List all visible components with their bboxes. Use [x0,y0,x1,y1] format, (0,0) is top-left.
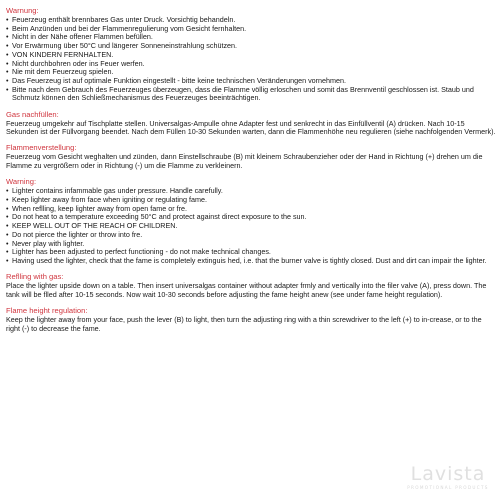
list-item: • Beim Anzünden und bei der Flammenregulierung vom Gesicht fernhalten. [6,25,496,34]
list-item: • Having used the lighter, check that the fame is completely extinguis hed, i.e. that the burner valve is tightly closed. Dust and dirt can impair the lighter. [6,257,496,266]
lavista-logo [406,464,490,490]
section-heading: Flammenverstellung: [6,143,77,153]
list-item: • KEEP WELL OUT OF THE REACH OF CHILDREN. [6,222,496,231]
list-item: • Nicht in der Nähe offener Flammen befüllen. [6,33,496,42]
section-heading: Reflling with gas: [6,272,64,282]
section-heading: Warnung: [6,6,39,15]
list-item: • VON KINDERN FERNHALTEN. [6,51,496,60]
list-item: • Lighter has been adjusted to perfect functioning - do not make technical changes. [6,248,496,257]
section-paragraph: Place the lighter upside down on a table. Then insert universalgas container without adapter frmly and vertically into the filer valve (A), press down. The tank will be flled after 10-15 seconds. Now wait 10-30 seconds before adjusting the fame height anew (see under fame height regulation). [6,281,487,299]
section-flame-en [6,306,496,333]
list-item: • Keep lighter away from face when igniting or regulating fame. [6,196,496,205]
section-refill-en [6,272,496,299]
list-item: • Das Feuerzeug ist auf optimale Funktion eingestellt - bitte keine technischen Veränderungen vornehmen. [6,77,496,86]
list-item: • Do not heat to a temperature exceeding 50°C and protect against direct exposure to the sun. [6,213,496,222]
section-warning-de [6,6,496,103]
section-heading: Warning: [6,177,37,187]
list-item: • Never play with lighter. [6,240,496,249]
list-item: • Nicht durchbohren oder ins Feuer werfen. [6,60,496,69]
bullet-list [6,187,496,265]
list-item: • Lighter contains infammable gas under pressure. Handle carefully. [6,187,496,196]
instruction-document [6,6,496,340]
section-heading: Gas nachfüllen: [6,109,59,119]
logo-tagline: PROMOTIONAL PRODUCTS [407,485,489,490]
list-item: • Do not pierce the lighter or throw into fre. [6,231,496,240]
list-item: • Bitte nach dem Gebrauch des Feuerzeuges überzeugen, dass die Flamme völlig erloschen und somit das Brennventil geschlossen ist. Staub und Schmutz können den Schließmechanismus des Feuerzeuges beeinträchtigen. [6,86,496,103]
section-paragraph: Feuerzeug umgekehr auf Tischplatte stellen. Universalgas-Ampulle ohne Adapter fest und senkrecht in das Einfüllventil (A) drücken. Nach 10-15 Sekunden ist der Füllvorgang beendet. Nach dem Füllen 10-30 Sekunden warten, dann die Flammenhöhe neu regulieren (siehe nachfolgenden Vermerk). [6,118,496,137]
bullet-list [6,16,496,103]
list-item: • Feuerzeug enthält brennbares Gas unter Druck. Vorsichtig behandeln. [6,16,496,25]
logo-name: Lavista [410,463,486,485]
list-item: • When reflling, keep lighter away from open fame or fre. [6,205,496,214]
section-warning-en [6,177,496,265]
section-paragraph: Feuerzeug vom Gesicht weghalten und zünden, dann Einstellschraube (B) mit kleinem Schraubenzieher oder der Hand in Richtung (+) drehen um die Flamme zu vergrößern oder in Richtung (-) um die Flamme zu verkleinern. [6,152,483,171]
list-item: • Vor Erwärmung über 50°C und längerer Sonneneinstrahlung schützen. [6,42,496,51]
section-refill-de [6,110,496,137]
list-item: • Nie mit dem Feuerzeug spielen. [6,68,496,77]
section-flame-de [6,143,496,170]
section-heading: Flame height regulation: [6,306,88,316]
section-paragraph: Keep the lighter away from your face, push the lever (B) to light, then turn the adjusting ring with a thin screwdriver to the left (+) to in-crease, or to the right (-) to decrease the fame. [6,315,482,333]
